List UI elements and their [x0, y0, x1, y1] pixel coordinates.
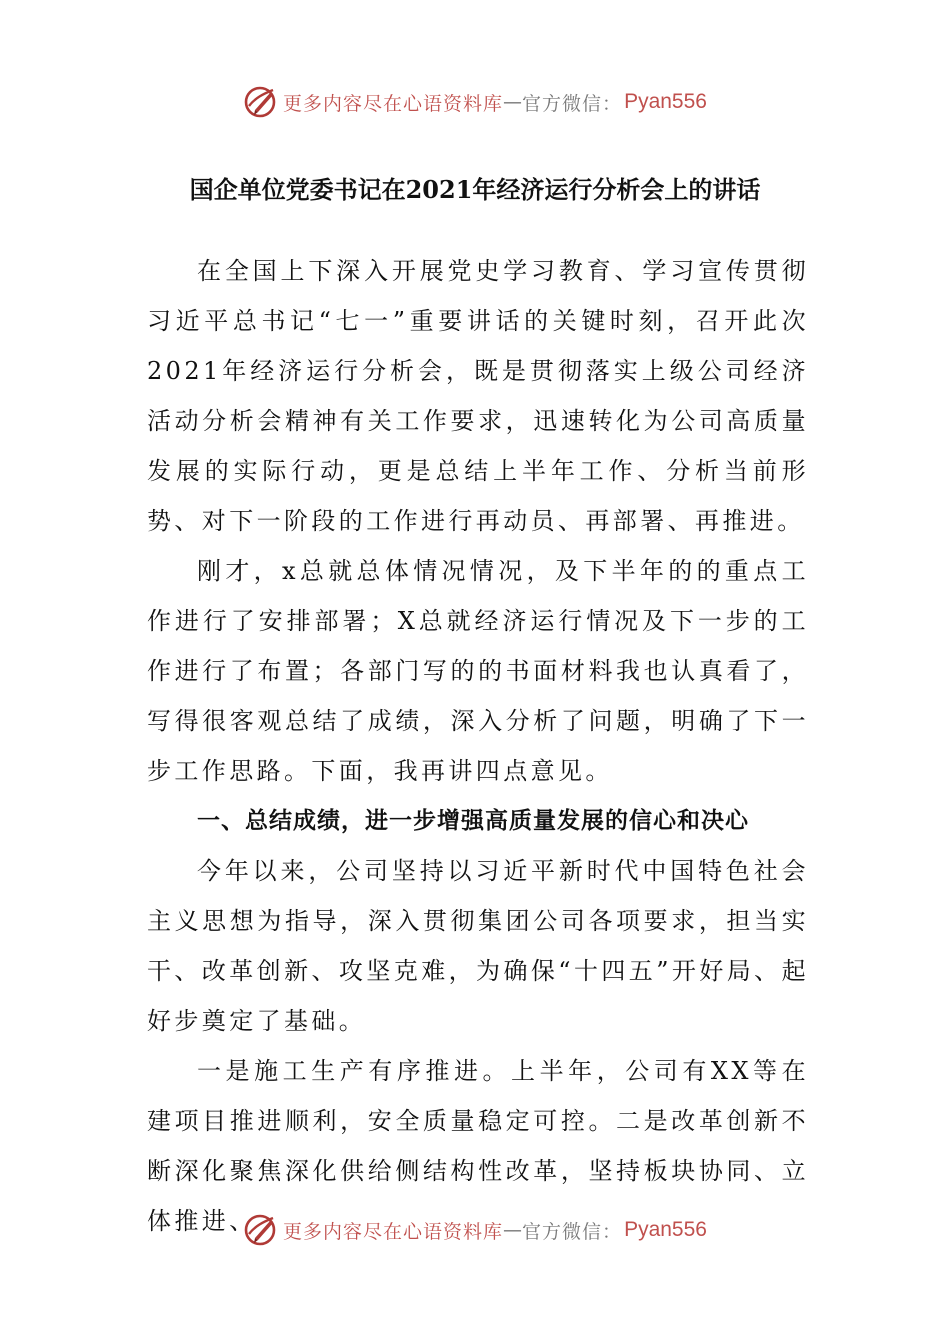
banner-separator: —: [503, 91, 523, 113]
paragraph: 一是施工生产有序推进。上半年，公司有XX等在建项目推进顺利，安全质量稳定可控。二是改革创新不断深化聚焦深化供给侧结构性改革，坚持板块协同、立体推进、: [147, 1057, 809, 1235]
document-body: [147, 246, 809, 1246]
banner-contact-label: 官方微信：: [522, 92, 623, 115]
footer-banner: [0, 1210, 950, 1250]
section-heading: 一、总结成绩，进一步增强高质量发展的信心和决心: [197, 808, 749, 834]
banner-main-text: 更多内容尽在心语资料库: [283, 1220, 504, 1243]
paragraph: 今年以来，公司坚持以习近平新时代中国特色社会主义思想为指导，深入贯彻集团公司各项要求，担当实干、改革创新、攻坚克难，为确保“十四五”开好局、起好步奠定了基础。: [147, 857, 809, 1035]
banner-wechat-id: Pyan556: [624, 1218, 707, 1241]
banner-separator: —: [503, 1219, 523, 1241]
pen-in-circle-icon: [243, 1212, 279, 1248]
banner-wechat-id: Pyan556: [624, 90, 707, 113]
paragraph: 在全国上下深入开展党史学习教育、学习宣传贯彻习近平总书记“七一”重要讲话的关键时刻，召开此次2021年经济运行分析会，既是贯彻落实上级公司经济活动分析会精神有关工作要求，迅速转化为公司高质量发展的实际行动，更是总结上半年工作、分析当前形势、对下一阶段的工作进行再动员、再部署、再推进。: [147, 257, 809, 535]
banner-contact-label: 官方微信：: [522, 1220, 623, 1243]
pen-in-circle-icon: [243, 84, 279, 120]
banner-main-text: 更多内容尽在心语资料库: [283, 92, 504, 115]
document-title: 国企单位党委书记在2021年经济运行分析会上的讲话: [189, 175, 761, 204]
paragraph: 刚才，x总就总体情况情况，及下半年的的重点工作进行了安排部署；X总就经济运行情况及下一步的工作进行了布置；各部门写的的书面材料我也认真看了，写得很客观总结了成绩，深入分析了问题，明确了下一步工作思路。下面，我再讲四点意见。: [147, 557, 809, 785]
header-banner: [0, 82, 950, 122]
